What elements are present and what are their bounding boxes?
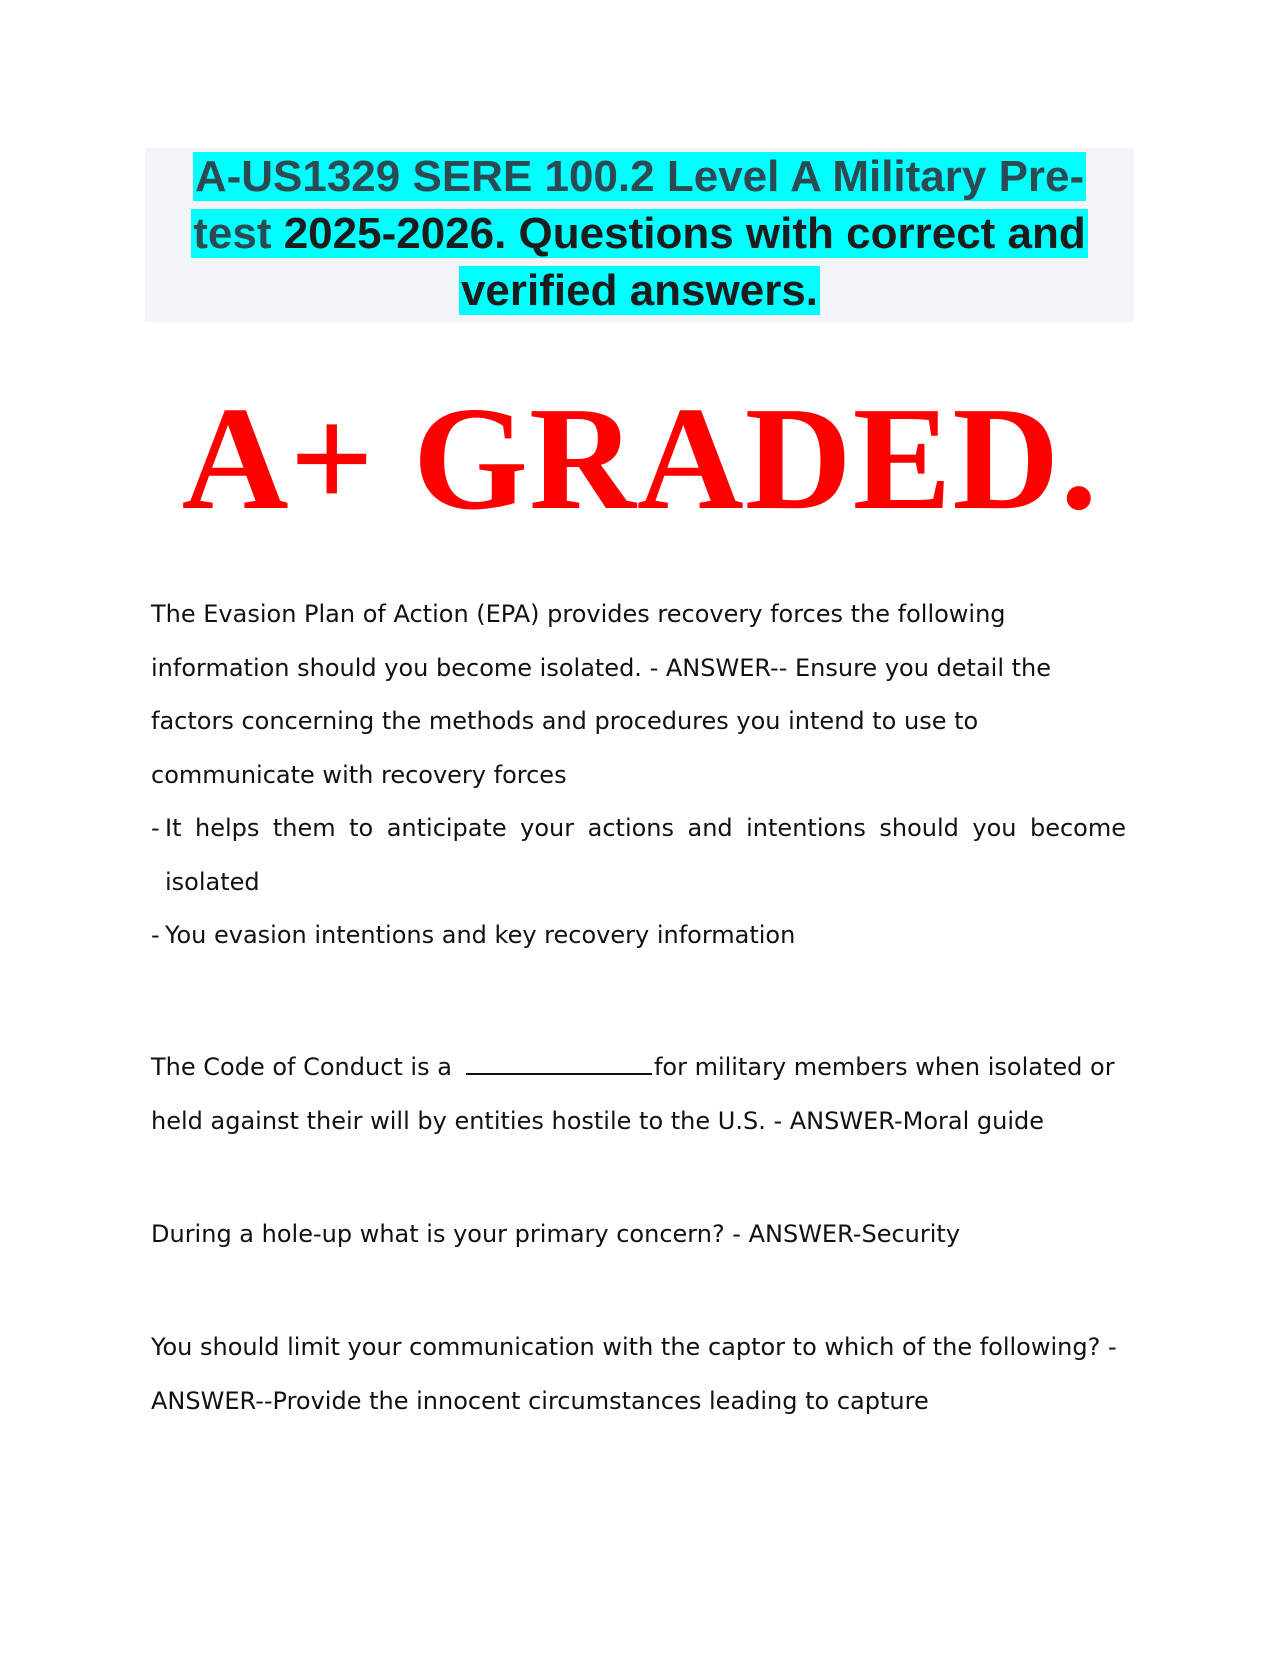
qa-2-line-1 xyxy=(151,1041,1126,1095)
qa-item-4 xyxy=(151,1321,1126,1428)
title-line-1 xyxy=(145,148,1134,205)
bullet-dash: - xyxy=(151,814,160,842)
graded-stamp: A+ GRADED. xyxy=(181,377,1099,541)
qa-item-1 xyxy=(151,588,1126,963)
qa-2-line-2: held against their will by entities hostile to the U.S. - ANSWER-Moral guide xyxy=(151,1106,1044,1135)
qa-4-line-2: ANSWER--Provide the innocent circumstances leading to capture xyxy=(151,1386,929,1415)
qa-1-bullet-2-text: You evasion intentions and key recovery information xyxy=(165,921,796,949)
title-line-2-part-b: 2025-2026. Questions with correct and xyxy=(271,209,1086,258)
qa-1-bullet-1 xyxy=(151,802,1126,909)
qa-item-3 xyxy=(151,1208,1126,1262)
qa-4-line-1: You should limit your communication with the captor to which of the following? - xyxy=(151,1333,1117,1361)
qa-item-2 xyxy=(151,1041,1126,1148)
title-line-3 xyxy=(145,262,1134,319)
title-line-3-text: verified answers. xyxy=(460,266,819,315)
qa-2-text-after-blank: for military members when isolated or xyxy=(653,1053,1115,1081)
document-title xyxy=(145,148,1134,319)
qa-1-line-1: The Evasion Plan of Action (EPA) provides recovery forces the following xyxy=(151,600,1006,628)
qa-1-line-2: information should you become isolated. - ANSWER-- Ensure you detail the xyxy=(151,653,1052,682)
title-line-2 xyxy=(145,205,1134,262)
qa-1-line-3: factors concerning the methods and procedures you intend to use to xyxy=(151,707,979,735)
title-line-1-text: A-US1329 SERE 100.2 Level A Military Pre- xyxy=(194,152,1085,201)
title-line-2-part-a: test xyxy=(193,209,272,258)
qa-3-text: During a hole-up what is your primary concern? - ANSWER-Security xyxy=(151,1220,961,1248)
qa-1-line-4: communicate with recovery forces xyxy=(151,760,567,789)
fill-in-blank xyxy=(466,1059,652,1075)
qa-1-bullet-2 xyxy=(151,909,1126,963)
qa-2-text-before-blank: The Code of Conduct is a xyxy=(151,1053,452,1081)
qa-1-bullet-1-text: It helps them to anticipate your actions and intentions should you become isolated xyxy=(165,814,1126,896)
bullet-dash: - xyxy=(151,921,160,949)
